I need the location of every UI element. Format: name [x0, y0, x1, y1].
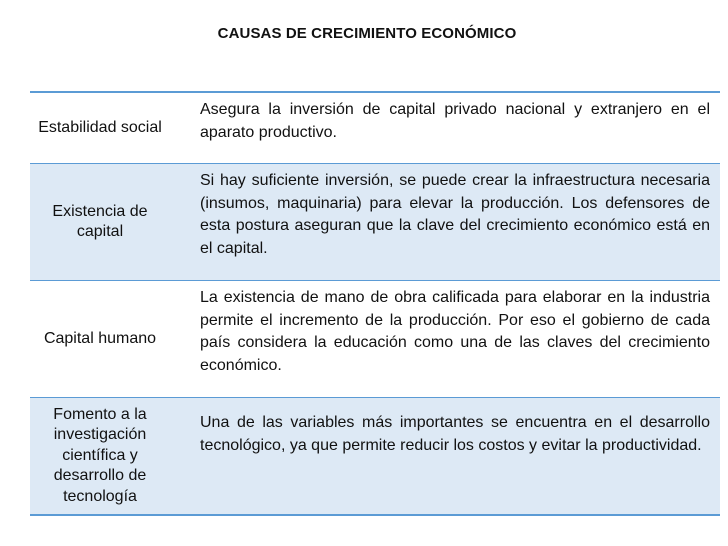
row-label: Existencia de capital — [52, 203, 148, 240]
row-description: Asegura la inversión de capital privado nacional y extranjero en el aparato productivo. — [200, 101, 710, 141]
row-label: Estabilidad social — [38, 119, 162, 136]
row-label: Capital humano — [43, 330, 157, 347]
table-row-existencia-de-capital — [30, 164, 720, 281]
row-description: La existencia de mano de obra calificada para elaborar en la industria permite el incremento de la producción. Por eso el gobierno de cada país considera la educación como una de las claves del crecimiento económico. — [200, 289, 710, 374]
causes-table — [30, 91, 720, 516]
page-title: CAUSAS DE CRECIMIENTO ECONÓMICO — [217, 25, 517, 42]
table-row-capital-humano — [30, 281, 720, 398]
table-row-estabilidad-social — [30, 93, 720, 164]
row-description: Si hay suficiente inversión, se puede crear la infraestructura necesaria (insumos, maquinaria) para elevar la producción. Los defensores de esta postura aseguran que la clave del crecimiento económico está en el capital. — [200, 172, 710, 257]
row-label: Fomento a la investigación científica y desarrollo de tecnología — [53, 405, 147, 505]
table-row-fomento-investigacion — [30, 398, 720, 514]
row-description: Una de las variables más importantes se encuentra en el desarrollo tecnológico, ya que permite reducir los costos y evitar la productividad. — [200, 414, 710, 454]
